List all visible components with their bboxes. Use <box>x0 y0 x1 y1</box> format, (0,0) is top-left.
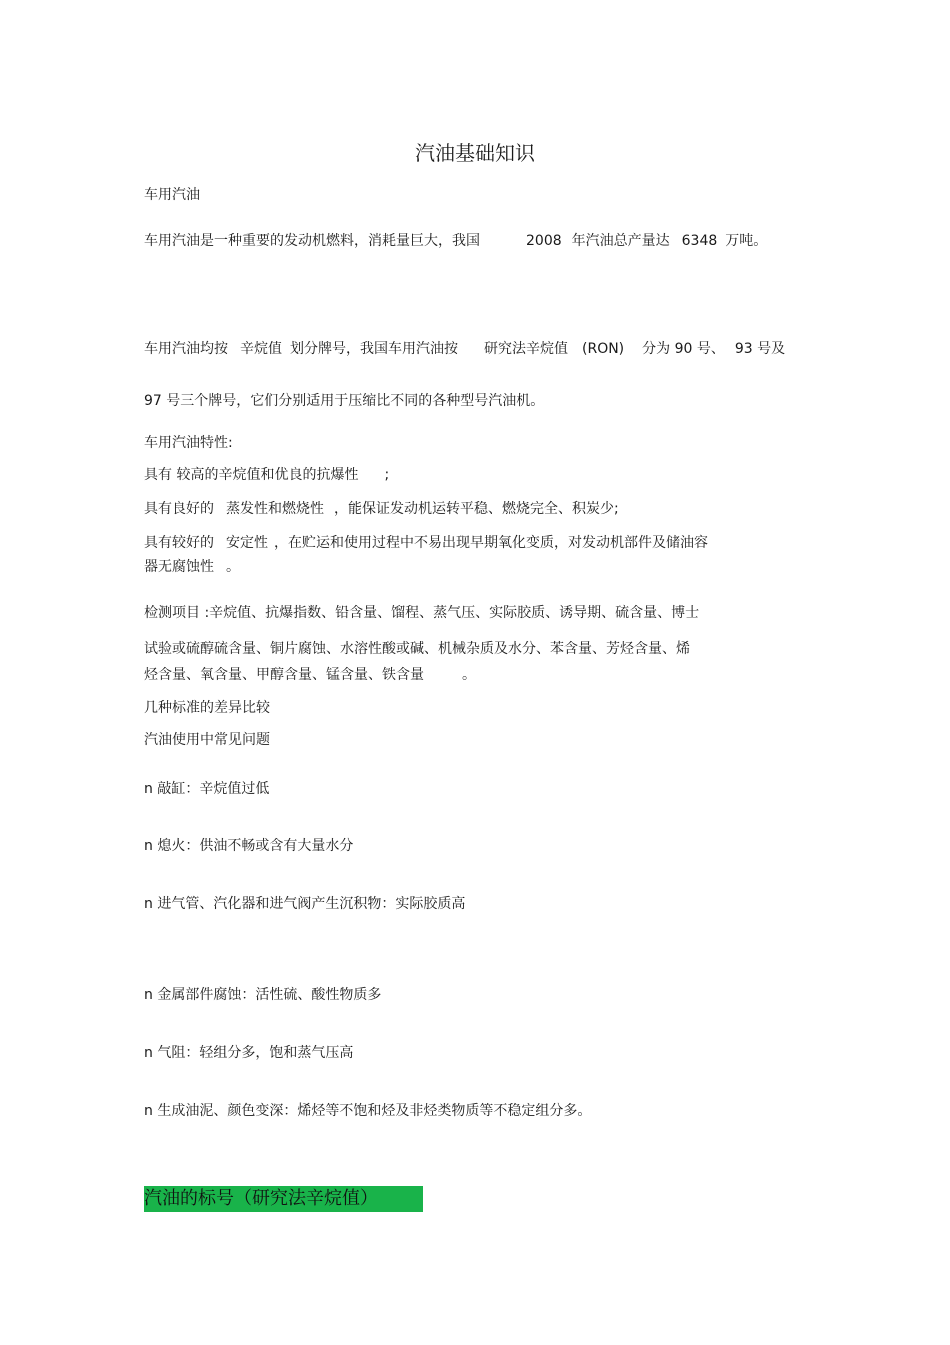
para2-ron: (RON) <box>582 341 625 357</box>
para2-ron-label: 研究法辛烷值 <box>484 341 568 357</box>
para2-octane: 辛烷值 <box>240 341 282 357</box>
feature1-punct: ; <box>384 467 390 483</box>
feature3-text-a: 具有较好的 <box>144 535 214 551</box>
feature2-text-c: ，能保证发动机运转平稳、燃烧完全、积炭少; <box>334 501 619 517</box>
feature3-text-b: 安定性 <box>226 535 268 551</box>
section-heading-car-gasoline: 车用汽油 <box>144 187 200 203</box>
compare-heading: 几种标准的差异比较 <box>144 700 270 716</box>
feature3-text-c: ，在贮运和使用过程中不易出现早期氧化变质，对发动机部件及储油容 <box>274 535 708 551</box>
feature3-line2-a: 器无腐蚀性 <box>144 559 214 575</box>
feature1-text: 具有 较高的辛烷值和优良的抗爆性 <box>144 467 359 483</box>
feature-item-antiknock <box>144 466 389 484</box>
para1-text-a: 车用汽油是一种重要的发动机燃料，消耗量巨大，我国 <box>144 233 480 249</box>
paragraph-grades-line1 <box>144 340 785 358</box>
para1-text-e: 万吨。 <box>725 233 768 249</box>
para2-text-g: 93 号及 <box>734 341 786 357</box>
problem-item: n 进气管、汽化器和进气阀产生沉积物：实际胶质高 <box>144 896 466 912</box>
feature-item-stability-line2 <box>144 558 240 576</box>
problems-heading: 汽油使用中常见问题 <box>144 732 270 748</box>
para2-text-f: 分为 90 号、 <box>642 341 725 357</box>
paragraph-grades-line2: 97 号三个牌号，它们分别适用于压缩比不同的各种型号汽油机。 <box>144 393 545 409</box>
para1-amount: 6348 <box>681 233 718 249</box>
para1-text-c: 年汽油总产量达 <box>571 233 670 249</box>
features-heading: 车用汽油特性: <box>144 435 233 451</box>
problem-item: n 气阻：轻组分多，饱和蒸气压高 <box>144 1045 354 1061</box>
para2-text-a: 车用汽油均按 <box>144 341 228 357</box>
feature-item-stability-line1 <box>144 534 708 552</box>
highlighted-section-heading: 汽油的标号（研究法辛烷值） <box>144 1186 423 1212</box>
tests-line1: 检测项目 :辛烷值、抗爆指数、铅含量、馏程、蒸气压、实际胶质、诱导期、硫含量、博士 <box>144 605 700 621</box>
page-title: 汽油基础知识 <box>415 141 535 165</box>
paragraph-consumption <box>144 232 767 250</box>
problem-item: n 熄火：供油不畅或含有大量水分 <box>144 838 354 854</box>
feature-item-volatility <box>144 500 619 518</box>
feature2-text-a: 具有良好的 <box>144 501 214 517</box>
para2-text-c: 划分牌号，我国车用汽油按 <box>290 341 458 357</box>
tests-line3 <box>144 666 476 684</box>
feature2-text-b: 蒸发性和燃烧性 <box>226 501 324 517</box>
problem-item: n 金属部件腐蚀：活性硫、酸性物质多 <box>144 987 382 1003</box>
tests-line3-text: 烃含量、氧含量、甲醇含量、锰含量、铁含量 <box>144 667 424 683</box>
problem-item: n 敲缸：辛烷值过低 <box>144 781 270 797</box>
problem-item: n 生成油泥、颜色变深：烯烃等不饱和烃及非烃类物质等不稳定组分多。 <box>144 1103 592 1119</box>
para1-year: 2008 <box>526 233 562 249</box>
feature3-line2-b: 。 <box>226 559 240 575</box>
tests-line2: 试验或硫醇硫含量、铜片腐蚀、水溶性酸或碱、机械杂质及水分、苯含量、芳烃含量、烯 <box>144 641 690 657</box>
tests-line3-punct: 。 <box>462 667 476 683</box>
